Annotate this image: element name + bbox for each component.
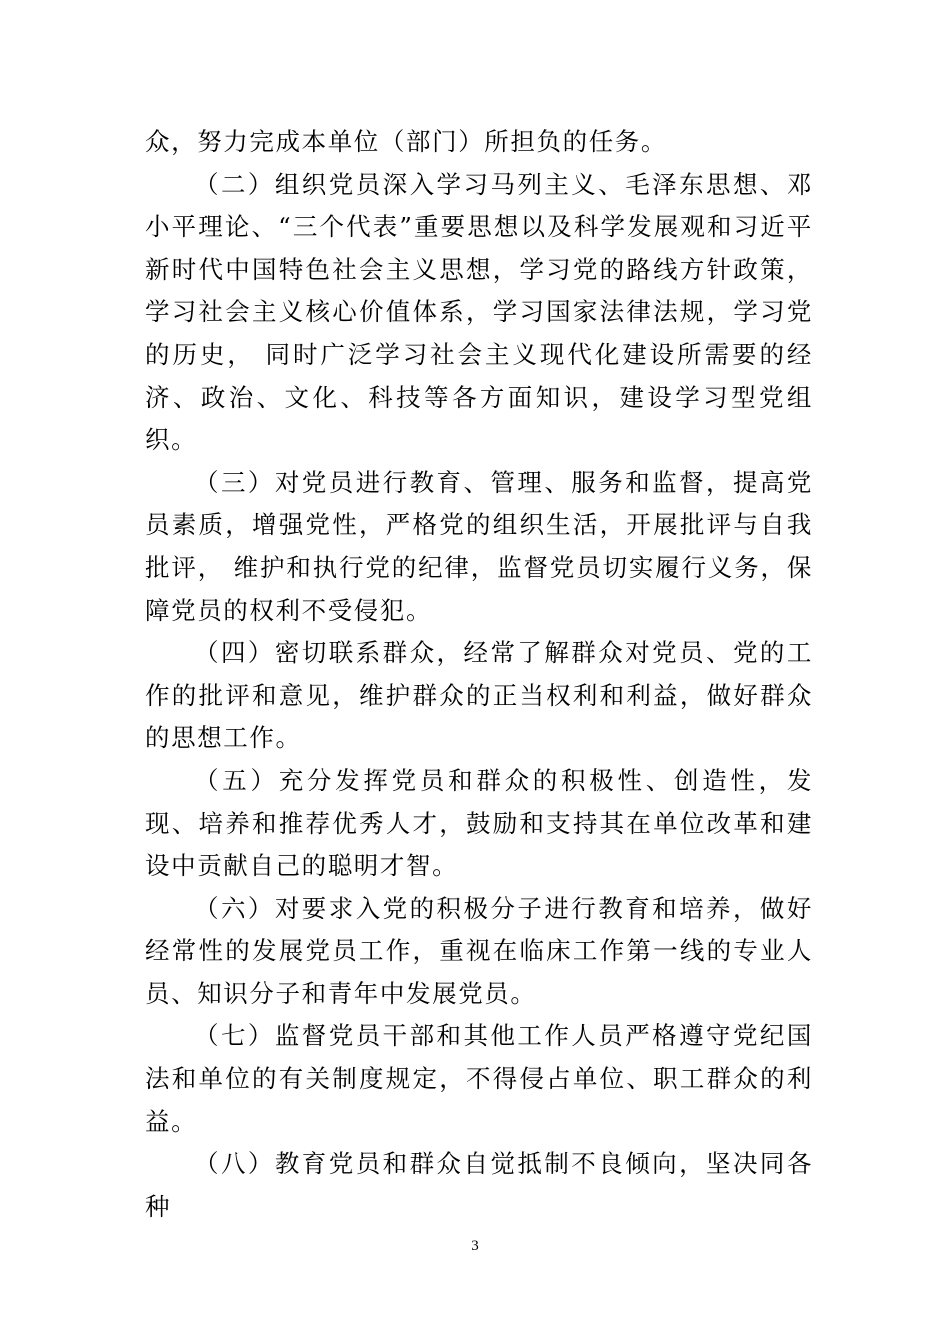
paragraph-2: （二）组织党员深入学习马列主义、毛泽东思想、邓小平理论、“三个代表”重要思想以及科学发展观和习近平新时代中国特色社会主义思想，学习党的路线方针政策，学习社会主义核心价值体系，学习国家法律法规，学习党的历史， 同时广泛学习社会主义现代化建设所需要的经济、政治、文化、科技等各方面知识，建设学习型党组织。: [145, 169, 813, 455]
paragraph-7: （七）监督党员干部和其他工作人员严格遵守党纪国法和单位的有关制度规定，不得侵占单位、职工群众的利益。: [145, 1021, 813, 1136]
page-number: 3: [471, 1238, 479, 1254]
paragraph-8: （八）教育党员和群众自觉抵制不良倾向，坚决同各种: [145, 1149, 813, 1221]
paragraph-5: （五）充分发挥党员和群众的积极性、创造性，发现、培养和推荐优秀人才，鼓励和支持其在单位改革和建设中贡献自己的聪明才智。: [145, 765, 813, 881]
paragraph-3: （三）对党员进行教育、管理、服务和监督，提高党员素质，增强党性，严格党的组织生活，开展批评与自我批评， 维护和执行党的纪律，监督党员切实履行义务，保障党员的权利不受侵犯。: [145, 467, 813, 625]
document-body: [145, 121, 813, 1228]
paragraph-1: 众，努力完成本单位（部门）所担负的任务。: [145, 127, 667, 156]
paragraph-6: （六）对要求入党的积极分子进行教育和培养，做好经常性的发展党员工作，重视在临床工作第一线的专业人员、知识分子和青年中发展党员。: [145, 893, 813, 1008]
paragraph-4: （四）密切联系群众，经常了解群众对党员、党的工作的批评和意见，维护群众的正当权利和利益，做好群众的思想工作。: [145, 638, 813, 753]
